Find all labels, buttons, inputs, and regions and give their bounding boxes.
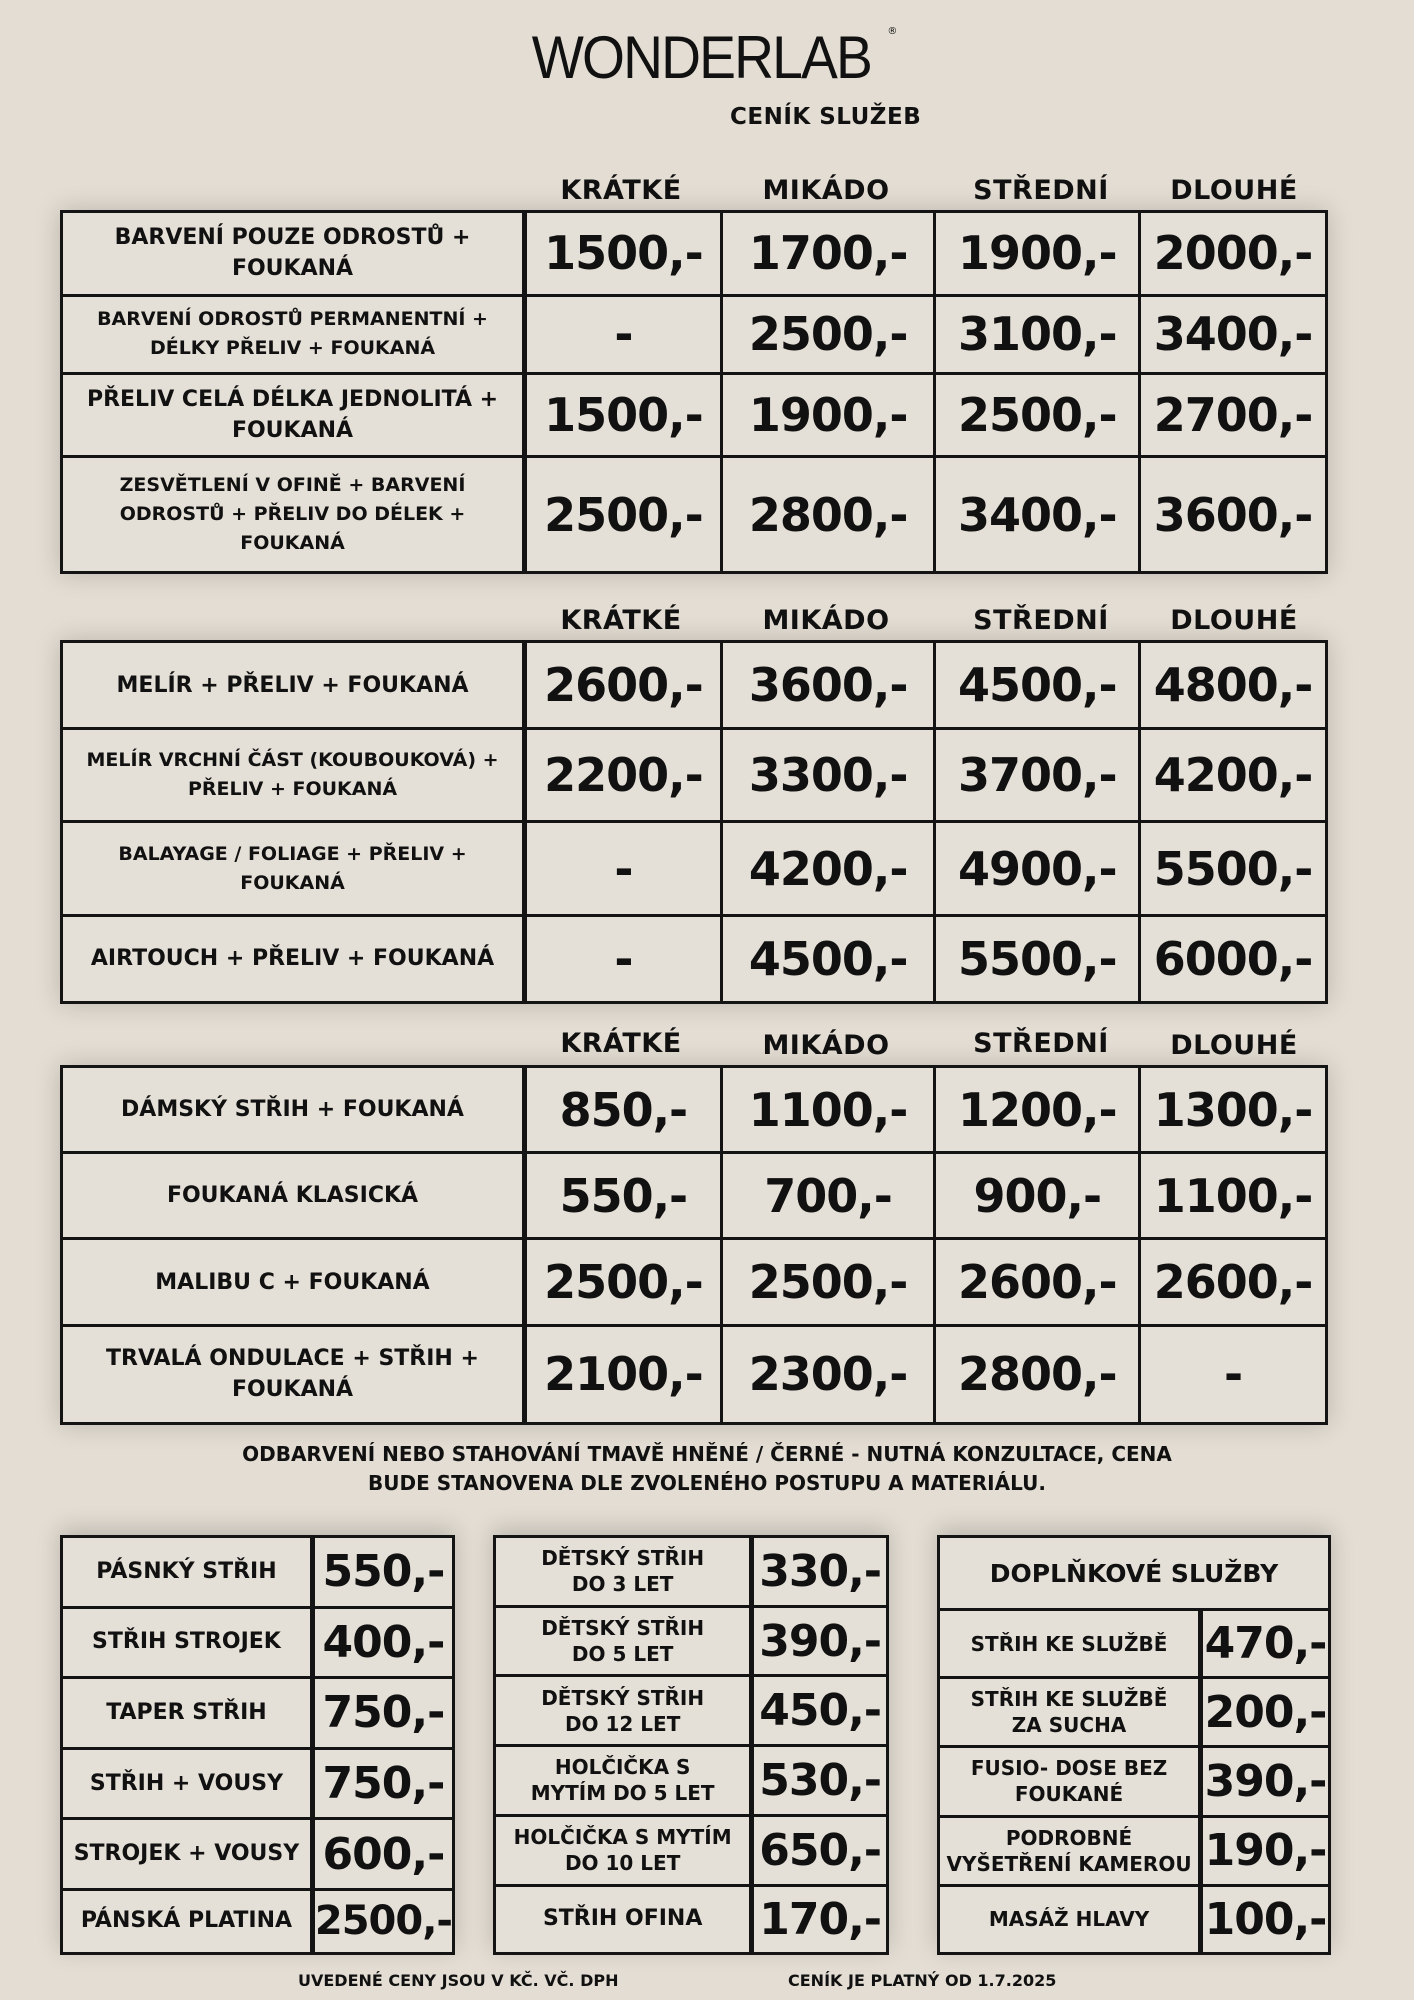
service-name: STŘIH KE SLUŽBĚ [939,1610,1201,1678]
table-row [62,212,1327,296]
service-name: DÁMSKÝ STŘIH + FOUKANÁ [62,1067,525,1153]
price-cell: 5500,- [935,915,1140,1002]
table-row [495,1606,888,1676]
cut-styling-price-table [60,1065,1328,1425]
service-name: STROJEK + VOUSY [62,1819,313,1890]
price-cell: 2700,- [1140,373,1327,457]
service-name: AIRTOUCH + PŘELIV + FOUKANÁ [62,915,525,1002]
service-name: HOLČIČKA S MYTÍM DO 5 LET [495,1746,752,1816]
price-cell: 1500,- [525,373,722,457]
price-cell: 3400,- [1140,295,1327,373]
price-cell: 2000,- [1140,212,1327,296]
table-row [62,1678,454,1749]
price-cell: 550,- [524,1153,721,1239]
brand-name: WONDERLAB [531,24,871,91]
price-cell: 390,- [752,1606,888,1676]
table-row [62,1537,454,1608]
price-cell: 1200,- [935,1067,1140,1153]
coloring-price-table [60,210,1328,574]
service-name: BARVENÍ ODROSTŮ PERMANENTNÍ + DÉLKY PŘELIV + FOUKANÁ [62,295,525,373]
price-cell: 330,- [752,1537,888,1607]
price-cell: 170,- [752,1885,888,1953]
price-cell: 900,- [935,1153,1140,1239]
table-row [62,1325,1327,1423]
price-cell: 200,- [1201,1678,1330,1747]
price-cell: 4800,- [1140,642,1327,729]
price-cell: 400,- [312,1607,453,1678]
service-name: MELÍR VRCHNÍ ČÁST (KOUBOUKOVÁ) + PŘELIV + FOUKANÁ [62,729,525,822]
price-cell: 3300,- [721,729,935,822]
service-name: DĚTSKÝ STŘIH DO 12 LET [495,1676,752,1746]
col-header-stredni: STŘEDNÍ [973,605,1109,636]
price-cell: 5500,- [1140,822,1327,915]
service-name: MASÁŽ HLAVY [939,1885,1201,1953]
consultation-note [0,1440,1414,1498]
price-cell: 1900,- [721,373,935,457]
table-row [62,1067,1327,1153]
col-header-dlouhe: DLOUHÉ [1170,175,1298,206]
price-cell: 700,- [721,1153,935,1239]
price-cell: 470,- [1201,1610,1330,1678]
table-row [62,295,1327,373]
extras-title: DOPLŇKOVÉ SLUŽBY [939,1537,1330,1610]
price-cell: 4500,- [721,915,935,1002]
table-row [62,642,1327,729]
price-cell: 1300,- [1140,1067,1327,1153]
price-cell: 2500,- [721,295,935,373]
price-cell: 3600,- [721,642,935,729]
table-row [62,1748,454,1819]
service-name: STŘIH OFINA [495,1885,752,1953]
table-row [939,1747,1330,1816]
price-cell: 2300,- [721,1325,935,1423]
table-row [495,1815,888,1885]
price-cell: 3600,- [1140,457,1327,573]
table-row [62,373,1327,457]
table-row [62,1607,454,1678]
price-cell: - [1140,1325,1327,1423]
extras-price-table [937,1535,1331,1955]
col-header-stredni: STŘEDNÍ [973,1028,1109,1059]
service-name: TRVALÁ ONDULACE + STŘIH + FOUKANÁ [62,1325,525,1423]
service-name: FUSIO- DOSE BEZ FOUKANÉ [939,1747,1201,1816]
service-name: BARVENÍ POUZE ODROSTŮ + FOUKANÁ [62,212,525,296]
col-header-mikado: MIKÁDO [762,175,890,206]
price-cell: 3400,- [935,457,1140,573]
price-cell: 1700,- [721,212,935,296]
table-row [62,1889,454,1953]
table-row [495,1885,888,1953]
price-cell: 2600,- [525,642,722,729]
table-row [939,1610,1330,1678]
price-cell: 2500,- [312,1889,453,1953]
price-cell: 4500,- [935,642,1140,729]
price-cell: 1100,- [1140,1153,1327,1239]
table-row [62,1153,1327,1239]
price-cell: 650,- [752,1815,888,1885]
table-row [495,1676,888,1746]
service-name: STŘIH KE SLUŽBĚ ZA SUCHA [939,1678,1201,1747]
price-cell: 2100,- [524,1325,721,1423]
service-name: BALAYAGE / FOLIAGE + PŘELIV + FOUKANÁ [62,822,525,915]
logo [0,26,1414,90]
price-cell: 2600,- [935,1239,1140,1325]
vat-note: UVEDENÉ CENY JSOU V KČ. VČ. DPH [298,1971,619,1990]
col-header-kratke: KRÁTKÉ [560,605,682,636]
service-name: HOLČIČKA S MYTÍM DO 10 LET [495,1815,752,1885]
price-cell: 190,- [1201,1816,1330,1885]
service-name: MALIBU C + FOUKANÁ [62,1239,525,1325]
service-name: FOUKANÁ KLASICKÁ [62,1153,525,1239]
col-header-mikado: MIKÁDO [762,1030,890,1061]
service-name: DĚTSKÝ STŘIH DO 5 LET [495,1606,752,1676]
validity-note: CENÍK JE PLATNÝ OD 1.7.2025 [788,1971,1057,1990]
price-cell: 4900,- [935,822,1140,915]
price-cell: 1100,- [721,1067,935,1153]
price-cell: 2800,- [721,457,935,573]
price-cell: 1900,- [935,212,1140,296]
price-cell: 6000,- [1140,915,1327,1002]
price-cell: 530,- [752,1746,888,1816]
price-cell: 2600,- [1140,1239,1327,1325]
col-header-dlouhe: DLOUHÉ [1170,1030,1298,1061]
service-name: ZESVĚTLENÍ V OFINĚ + BARVENÍ ODROSTŮ + PŘELIV DO DÉLEK + FOUKANÁ [62,457,525,573]
price-cell: 450,- [752,1676,888,1746]
mens-price-table [60,1535,455,1955]
col-header-mikado: MIKÁDO [762,605,890,636]
service-name: PODROBNÉ VYŠETŘENÍ KAMEROU [939,1816,1201,1885]
price-cell: 550,- [312,1537,453,1608]
table-row [495,1537,888,1607]
table-row [62,1239,1327,1325]
service-name: TAPER STŘIH [62,1678,313,1749]
table-row [62,1819,454,1890]
service-name: DĚTSKÝ STŘIH DO 3 LET [495,1537,752,1607]
service-name: STŘIH STROJEK [62,1607,313,1678]
col-header-kratke: KRÁTKÉ [560,1028,682,1059]
consultation-note-text: ODBARVENÍ NEBO STAHOVÁNÍ TMAVĚ HNĚNÉ / ČERNÉ - NUTNÁ KONZULTACE, CENA BUDE STANOVENA DLE ZVOLENÉHO POSTUPU A MATERIÁLU. [242,1442,1172,1495]
page-title: CENÍK SLUŽEB [730,104,922,130]
price-cell: 2800,- [935,1325,1140,1423]
price-cell: - [525,822,722,915]
table-row [939,1885,1330,1953]
price-cell: 100,- [1201,1885,1330,1953]
service-name: STŘIH + VOUSY [62,1748,313,1819]
price-cell: 2500,- [524,1239,721,1325]
col-header-kratke: KRÁTKÉ [560,175,682,206]
table-row [939,1816,1330,1885]
table-row [939,1678,1330,1747]
highlights-price-table [60,640,1328,1004]
price-cell: 750,- [312,1678,453,1749]
table-row [62,822,1327,915]
table-row [495,1746,888,1816]
col-header-dlouhe: DLOUHÉ [1170,605,1298,636]
table-row [62,915,1327,1002]
price-cell: 2200,- [525,729,722,822]
price-cell: - [525,295,722,373]
service-name: PÁNSKÁ PLATINA [62,1889,313,1953]
price-cell: 850,- [524,1067,721,1153]
col-header-stredni: STŘEDNÍ [973,175,1109,206]
registered-mark: ® [887,26,898,37]
price-cell: 1500,- [525,212,722,296]
price-cell: 4200,- [1140,729,1327,822]
table-row [939,1537,1330,1610]
price-cell: 2500,- [935,373,1140,457]
price-cell: 2500,- [721,1239,935,1325]
service-name: MELÍR + PŘELIV + FOUKANÁ [62,642,525,729]
price-cell: 750,- [312,1748,453,1819]
service-name: PŘELIV CELÁ DÉLKA JEDNOLITÁ + FOUKANÁ [62,373,525,457]
price-cell: 390,- [1201,1747,1330,1816]
kids-price-table [493,1535,889,1955]
price-cell: 3700,- [935,729,1140,822]
price-cell: 2500,- [525,457,722,573]
price-cell: 3100,- [935,295,1140,373]
service-name: PÁSNKÝ STŘIH [62,1537,313,1608]
table-row [62,729,1327,822]
price-cell: - [525,915,722,1002]
table-row [62,457,1327,573]
price-cell: 4200,- [721,822,935,915]
price-cell: 600,- [312,1819,453,1890]
